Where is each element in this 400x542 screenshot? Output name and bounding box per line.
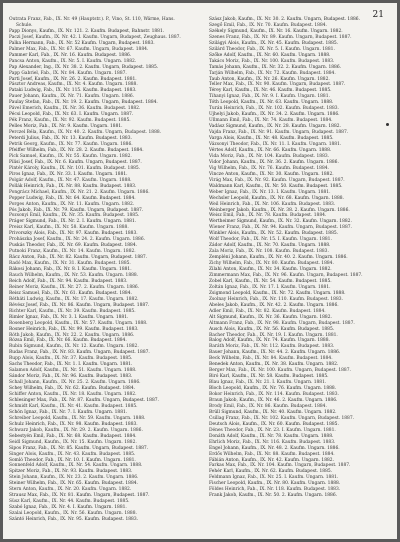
directory-entry: Térey Karl, Kaufm., IX. Nr. 46. Kaufm. Budapest. 1885. xyxy=(209,88,332,94)
directory-entry: Pick Samuel, Kaufm., IX. Nr. 55. Kaufm. Ungarn. 1882. xyxy=(9,153,132,159)
directory-entry: Sipos Franz, Fab., IX. Nr. 85. Kaufm. Ungarn, Budapest. 1887. xyxy=(9,445,149,451)
directory-entry: Teller Max, Fab., IX. Nr. 90. Kaufm. Ungarn, Budapest. 1887. xyxy=(209,82,346,88)
directory-entry: Sachs Theodor, Fab., IX. Nr. 1. I. Kaufm. Ungarn. 1881. xyxy=(9,362,133,368)
directory-entry: Pintér Károly, Kaufm., IX. Nr. 101. Kaufm. Budapest. 1885. xyxy=(9,165,141,171)
directory-entry: Schwarz Jakob, Kaufm., IX. Nr. 29. 2. Kaufm. Ungarn. 1886. xyxy=(9,427,143,433)
directory-entry: Frank Jakob, Kaufm., IX. Nr. 50. 2. Kaufm. Ungarn. 1886. xyxy=(209,493,338,499)
directory-entry: Vig Wilhelm, Fab., IX. Nr. 76. Kaufm. Budapest. 1884. xyxy=(209,165,329,171)
directory-entry: Palmer Max, Fab., IX. Nr. 67. Kaufm. Ungarn, Budapest. 1884. xyxy=(9,46,149,52)
directory-entry: Tóth Leopold, Kaufm., IX. Nr. 63. Kaufm. Ungarn. 1888. xyxy=(209,100,334,106)
directory-entry: Porges Anton, Kaufm., IX. Nr. 11. Kaufm. Ungarn. 1882. xyxy=(9,201,135,207)
directory-entry: Biró Karl, Kaufm., IX. Nr. 58. Kaufm. Budapest. 1885. xyxy=(209,374,329,380)
directory-entry: Schmidt Karl, Kaufm., IX. Nr. 41. Kaufm. Budapest. 1885. xyxy=(9,403,138,409)
directory-entry: Erdős Wilhelm, Fab., IX. Nr. 88. Kaufm. Budapest. 1884. xyxy=(209,451,335,457)
directory-entry: Richter Karl, Kaufm., IX. Nr. 39. Kaufm. Budapest. 1885. xyxy=(9,308,136,314)
directory-entry: Bokor Heinrich, Fab., IX. Nr. 114. Kaufm. Budapest. 1883. xyxy=(209,392,339,398)
directory-entry: Ujhelyi Jakob, Kaufm., IX. Nr. 34. 2. Kaufm. Ungarn. 1886. xyxy=(209,112,340,118)
directory-entry: Weinberger Jakob, Kaufm., IX. Nr. 38. 2. Kaufm. Ungarn. 1886. xyxy=(209,207,350,213)
directory-entry: Schreiber Leopold, Kaufm., IX. Nr. 59. Kaufm. Ungarn. 1888. xyxy=(9,415,146,421)
directory-entry: Piros Ignaz, Fab., IX. Nr. 33. I. Kaufm. Ungarn. 1881. xyxy=(9,171,128,177)
directory-entry: Ehrlich Moriz, Fab., IX. Nr. 116. Kaufm. Budapest. 1883. xyxy=(209,439,336,445)
directory-entry: Preisz Karl, Kaufm., IX. Nr. 58. Kaufm. Ungarn. 1888. xyxy=(9,225,129,231)
directory-entry: Székely Sigmund, Kaufm., IX. Nr. 16. Kaufm. Ungarn. 1882. xyxy=(209,28,343,34)
directory-entry: Seidl Sigmund, Kaufm., IX. Nr. 15. Kaufm. Ungarn. 1882. xyxy=(9,439,137,445)
directory-entry: Vázsonyi Theodor, Fab., IX. Nr. 11. I. Kaufm. Ungarn. 1881. xyxy=(209,142,342,148)
directory-entry: Práger Sigmund, Fab., IX. Nr. 2. I. Kaufm. Ungarn. 1881. xyxy=(9,219,137,225)
directory-entry: Pásztor Andreas, Kaufm., IX. Nr. 4. Kaufm. Ungarn. 1888. xyxy=(9,82,138,88)
directory-entry: Adler Emil, Fab., IX. Nr. 82. Kaufm. Budapest. 1884. xyxy=(209,308,326,314)
directory-entry: Pataki Ludwig, Fab., IX. Nr. 115. Kaufm. Budapest. 1883. xyxy=(9,88,137,94)
directory-entry: Wolf Theodor, Fab., IX. Nr. 15. I. Kaufm. Ungarn. 1881. xyxy=(209,237,332,243)
directory-entry: Salamon Adolf, Kaufm., IX. Nr. 51. Kaufm. Ungarn. 1888. xyxy=(9,368,137,374)
directory-entry: Rudas Franz, Fab., IX. Nr. 83. Kaufm. Ungarn, Budapest. 1887. xyxy=(9,350,150,356)
directory-entry: Süsz Karl, Kaufm., IX. Nr. 44. Kaufm. Budapest. 1885. xyxy=(9,499,130,505)
directory-entry: Wechsler Leopold, Kaufm., IX. Nr. 68. Kaufm. Ungarn. 1888. xyxy=(209,195,344,201)
directory-entry: Sebestyén Emil, Fab., IX. Nr. 68. Kaufm. Budapest. 1884. xyxy=(9,433,137,439)
directory-entry: Szász Jakob, Kaufm., IX. Nr. 30. 2. Kaufm. Ungarn, Budapest. 1886. xyxy=(209,17,360,22)
directory-entry: Schön Ignaz, Fab., IX. Nr. 7. I. Kaufm. Ungarn. 1881. xyxy=(9,409,128,415)
directory-entry: Rákosi Johann, Fab., IX. Nr. 8. I. Kaufm. Ungarn. 1881. xyxy=(9,267,132,273)
directory-entry: Rácz Anton, Fab., IX. Nr. 82. Kaufm. Ungarn, Budapest. 1887. xyxy=(9,255,148,261)
directory-entry: Zichy Wilhelm, Fab., IX. Nr. 80. Kaufm. Budapest. 1884. xyxy=(209,261,334,267)
directory-entry: Pék Franz, Kaufm., IX. Nr. 92. Kaufm. Budapest. 1885. xyxy=(9,118,131,124)
directory-entry: Balog Adolf, Kaufm., IX. Nr. 74. Kaufm. Ungarn. 1888. xyxy=(209,338,330,344)
directory-entry: Blau Ignaz, Fab., IX. Nr. 21. I. Kaufm. Ungarn. 1881. xyxy=(209,380,327,386)
directory-entry: Pauer Johann, Kaufm., IX. Nr. 71. Kaufm. Ungarn. 1886. xyxy=(9,94,135,100)
directory-entry: Schey Wilhelm, Fab., IX. Nr. 62. Kaufm. Budapest. 1884. xyxy=(9,386,136,392)
directory-entry: Stein Johann, Kaufm., IX. Nr. 23. 2. Kaufm. Ungarn. 1886. xyxy=(9,475,139,481)
directory-entry: Wiener Franz, Fab., IX. Nr. 94. Kaufm. Ungarn, Budapest. 1887. xyxy=(209,225,352,231)
directory-entry: Pelles Moriz, Fab., IX. Nr. 9. Kaufm. Ungarn. 1881. xyxy=(9,124,123,130)
directory-entry: Farkas Max, Fab., IX. Nr. 104. Kaufm. Ungarn, Budapest. 1887. xyxy=(209,463,351,469)
directory-entry: Pollák Heinrich, Fab., IX. Nr. 88. Kaufm. Budapest. 1883. xyxy=(9,183,137,189)
directory-entry: Weisz Emil, Fab., IX. Nr. 78. Kaufm. Budapest. 1884. xyxy=(209,213,327,219)
directory-entry: Pós Jakob, Fab., IX. Nr. 79. Kaufm. Ungarn, Budapest. 1887. xyxy=(9,207,144,213)
directory-entry: Abeles Jakob, Kaufm., IX. Nr. 42. 2. Kaufm. Ungarn. 1886. xyxy=(209,302,339,308)
directory-entry: Engel Johann, Kaufm., IX. Nr. 48. 2. Kaufm. Ungarn. 1886. xyxy=(209,445,340,451)
directory-entry: Rosner Heinrich, Fab., IX. Nr. 99. Kaufm. Budapest. 1883. xyxy=(9,326,139,332)
directory-entry: Sándor Moriz, Fab., IX. Nr. 96. Kaufm. Budapest. 1883. xyxy=(9,374,133,380)
directory-entry: Vajda Franz, Fab., IX. Nr. 91. Kaufm. Ungarn, Budapest. 1887. xyxy=(209,130,349,136)
directory-entry: Fábián Anton, Kaufm., IX. Nr. 42. Kaufm. Ungarn. 1882. xyxy=(209,457,334,463)
directory-entry: Schall Johann, Kaufm., IX. Nr. 25. 2. Kaufm. Ungarn. 1886. xyxy=(9,380,141,386)
directory-entry: Zsolnay Heinrich, Fab., IX. Nr. 110. Kaufm. Budapest. 1883. xyxy=(209,296,343,302)
directory-entry: Rubin Sigmund, Kaufm., IX. Nr. 12. Kaufm. Ungarn. 1882. xyxy=(9,344,139,350)
directory-entry: Tihanyi Ignaz, Fab., IX. Nr. 9. I. Kaufm. Ungarn. 1881. xyxy=(209,94,330,100)
directory-entry: Feldmann Ignaz, Fab., IX. Nr. 25. I. Kaufm. Ungarn. 1881. xyxy=(209,475,339,481)
directory-entry: Vértes Adolf, Kaufm., IX. Nr. 66. Kaufm. Ungarn. 1888. xyxy=(209,147,332,153)
directory-entry: Csillag Franz, Fab., IX. Nr. 102. Kaufm. Ungarn, Budapest. 1887. xyxy=(209,415,355,421)
directory-entry: Révész Josef, Fab., IX. Nr. 86. Kaufm. Ungarn, Budapest. 1887. xyxy=(9,302,150,308)
directory-entry: Szabó Ignaz, Fab., IX. Nr. 4. I. Kaufm. Ungarn. 1881. xyxy=(9,505,127,511)
directory-entry: Zala Moriz, Fab., IX. Nr. 108. Kaufm. Budapest. 1883. xyxy=(209,249,329,255)
directory-entry: Prohászka Josef, Kaufm., IX. Nr. 24. 2. Kaufm. Ungarn. 1886. xyxy=(9,237,146,243)
directory-entry: Pilisi Josef, Fab., IX. Nr. 6. Kaufm. Ungarn, Budapest. 1887. xyxy=(9,159,142,165)
directory-entry: Zempléni Johann, Kaufm., IX. Nr. 40. 2. Kaufm. Ungarn. 1886. xyxy=(209,255,348,261)
directory-entry: Rosenberg Leopold, Kaufm., IX. Nr. 57. Kaufm. Ungarn. 1888. xyxy=(9,320,148,326)
directory-entry: Tamás Johann, Kaufm., IX. Nr. 32. 2. Kaufm. Ungarn. 1886. xyxy=(209,64,342,70)
directory-entry: Dénes Theodor, Fab., IX. Nr. 23. I. Kaufm. Ungarn. 1881. xyxy=(209,427,336,433)
directory-entry: Beck Wilhelm, Fab., IX. Nr. 84. Kaufm. Budapest. 1884. xyxy=(209,356,333,362)
directory-entry: Peterdi Julius, Fab., IX. Nr. 13. Kaufm. Budapest. 1883. xyxy=(9,136,132,142)
directory-entry: Schulz Heinrich, Fab., IX. Nr. 98. Kaufm. Budapest. 1883. xyxy=(9,421,138,427)
directory-entry: Palka Hermann, Fab., IX. Nr. 52 Kaufm. Ungarn, Budapest. 1883. xyxy=(9,40,155,46)
directory-entry: Vadász Sigmund, Kaufm., IX. Nr. 28. Kaufm. Ungarn. 1882. xyxy=(209,124,341,130)
directory-entry: Radó Max, Kaufm., IX. Nr. 31. Kaufm. Budapest. 1885. xyxy=(9,261,131,267)
directory-entry: Pozsonyi Emil, Kaufm., IX. Nr. 35. Kaufm. Budapest. 1885. xyxy=(9,213,140,219)
document-page xyxy=(3,3,397,539)
directory-entry: Reiner Moriz, Kaufm., IX. Nr. 27. 2. Kaufm. Ungarn. 1886. xyxy=(9,284,140,290)
directory-entry: Turán Heinrich, Fab., IX. Nr. 102. Kaufm. Budapest. 1883. xyxy=(209,106,339,112)
directory-entry: Rauch Wilhelm, Kaufm., IX. Nr. 53. Kaufm. Ungarn. 1888. xyxy=(9,272,139,278)
directory-entry: Strausz Max, Fab., IX. Nr. 81. Kaufm. Ungarn, Budapest. 1887. xyxy=(9,493,150,499)
directory-entry: Paczi Josef, Kaufm., IX. Nr. 42. I. Kaufm. Ungarn, Budapest, Zeughaus. 1887. xyxy=(9,34,181,40)
directory-entry: Pécsi Leopold, Fab., IX. Nr. 63. I. Kaufm. Ungarn. 1887. xyxy=(9,112,134,118)
directory-entry: Szőke Adolf, Kaufm., IX. Nr. 60. Kaufm. Ungarn. 1888. xyxy=(209,52,331,58)
directory-entry: Bauer Johann, Kaufm., IX. Nr. 44. 2. Kaufm. Ungarn. 1886. xyxy=(209,350,341,356)
directory-entry: Putnoki Franz, Kaufm., IX. Nr. 14. Kaufm. Ungarn. 1882. xyxy=(9,249,136,255)
directory-entry: Steiner Wilhelm, Fab., IX. Nr. 65. Kaufm. Budapest. 1884. xyxy=(9,481,138,487)
directory-entry: Spitzer Moriz, Fab., IX. Nr. 93. Kaufm. Budapest. 1883. xyxy=(9,469,133,475)
directory-entry: Pável Emerich, Kaufm., IX. Nr. 36. Kaufm. Budapest. 1882. xyxy=(9,106,141,112)
directory-entry: Fischer Leopold, Kaufm., IX. Nr. 80. Kaufm. Ungarn. 1888. xyxy=(209,481,341,487)
directory-entry: Ausch Alois, Kaufm., IX. Nr. 56. Kaufm. Budapest. 1885. xyxy=(209,326,335,332)
directory-entry: Szilágyi Alois, Kaufm., IX. Nr. 45. Kaufm. Budapest. 1885. xyxy=(209,40,339,46)
directory-entry: Bloch Leopold, Kaufm., IX. Nr. 76. Kaufm. Ungarn. 1888. xyxy=(209,386,337,392)
directory-entry: Polgár Adolf, Kaufm., IX. Nr. 47. Kaufm. Ungarn. 1888. xyxy=(9,177,132,183)
directory-entry: Popper Ludwig, Fab., IX. Nr. 64. Kaufm. Budapest. 1884. xyxy=(9,195,136,201)
directory-entry: Taub Anton, Kaufm., IX. Nr. 26. Kaufm. Ungarn. 1882. xyxy=(209,76,330,82)
directory-entry: Sonnenfeld Adolf, Kaufm., IX. Nr. 54. Kaufm. Ungarn. 1888. xyxy=(9,463,143,469)
directory-entry: Vincze Anton, Kaufm., IX. Nr. 30. Kaufm. Ungarn. 1882. xyxy=(209,171,334,177)
directory-entry: Braun Jakob, Kaufm., IX. Nr. 46. 2. Kaufm. Ungarn. 1886. xyxy=(209,398,338,403)
directory-entry: Benedek Anton, Kaufm., IX. Nr. 38. Kaufm. Ungarn. 1882. xyxy=(209,362,339,368)
directory-entry: Fehér Karl, Kaufm., IX. Nr. 62. Kaufm. Budapest. 1885. xyxy=(209,469,333,475)
directory-entry: Pammer Karl, Fab., IX. Nr. 16. Kaufm. Budapest. 1886. xyxy=(9,52,132,58)
directory-entry: Weber Ignaz, Fab., IX. Nr. 13. I. Kaufm. Ungarn. 1881. xyxy=(209,189,331,195)
directory-entry: Szalai Leopold, Kaufm., IX. Nr. 56. Kaufm. Ungarn. 1888. xyxy=(9,511,137,517)
directory-entry: Wertheimer Sigmund, Kaufm., IX. Nr. 32. Kaufm. Ungarn. 1882. xyxy=(209,219,352,225)
directory-entry: Baráth Moriz, Fab., IX. Nr. 112. Kaufm. Budapest. 1883. xyxy=(209,344,335,350)
right-column xyxy=(209,17,389,499)
directory-entry: Takács Moriz, Fab., IX. Nr. 100. Kaufm. Budapest. 1883. xyxy=(209,58,335,64)
directory-entry: Deutsch Alois, Kaufm., IX. Nr. 60. Kaufm. Budapest. 1885. xyxy=(209,421,339,427)
directory-entry: Zobel Karl, Kaufm., IX. Nr. 54. Kaufm. Budapest. 1885. xyxy=(209,278,332,284)
directory-entry: Somló Theodor, Fab., IX. Nr. 10. I. Kaufm. Ungarn. 1881. xyxy=(9,457,136,463)
directory-entry: Reich Adolf, Fab., IX. Nr. 94. Kaufm. Budapest. 1883. xyxy=(9,278,128,284)
directory-entry: Szilárd Theodor, Fab., IX. Nr. 5. I. Kaufm. Ungarn. 1881. xyxy=(209,46,335,52)
directory-entry: Ullmann Emil, Fab., IX. Nr. 74. Kaufm. Budapest. 1884. xyxy=(209,118,333,124)
directory-entry: Zsigmond Leopold, Kaufm., IX. Nr. 72. Kaufm. Ungarn. 1888. xyxy=(209,290,346,296)
directory-entry: Paulay Stefan, Fab., IX. Nr. 19. 2. Kaufm. Ungarn, Budapest. 1884. xyxy=(9,100,158,106)
directory-entry: Zimmermann Max, Fab., IX. Nr. 96. Kaufm. Ungarn, Budapest. 1887. xyxy=(209,272,363,278)
directory-entry: Winkler Alois, Kaufm., IX. Nr. 52. Kaufm. Budapest. 1885. xyxy=(209,231,339,237)
directory-entry: Berger Max, Fab., IX. Nr. 100. Kaufm. Ungarn, Budapest. 1887. xyxy=(209,368,351,374)
directory-entry: Rupp Alois, Kaufm., IX. Nr. 37. Kaufm. Budapest. 1885. xyxy=(9,356,133,362)
page-number: 21 xyxy=(372,10,384,20)
directory-entry: Bacher Theodor, Fab., IX. Nr. 19. I. Kaufm. Ungarn. 1881. xyxy=(209,332,338,338)
directory-entry: Privorszky Alois, Fab., IX. Nr. 97. Kaufm. Budapest. 1883. xyxy=(9,231,138,237)
directory-entry: Pap Alexander, Ing., IX. Nr. 38. 2. Kaufm. Ungarn, Budapest. 1885. xyxy=(9,64,159,70)
directory-entry: Zoltán Ignaz, Fab., IX. Nr. 17. I. Kaufm. Ungarn. 1881. xyxy=(209,284,331,290)
directory-entry: Papp Dionys, Kaufm., IX. Nr. 121. 2. Kaufm. Budapest, Bahnstr. 1881. xyxy=(9,28,165,34)
directory-entry: Róth Jakob, Kaufm., IX. Nr. 22. 2. Kaufm. Ungarn. 1886. xyxy=(9,332,135,338)
directory-entry: Varga Alois, Kaufm., IX. Nr. 48. Kaufm. Budapest. 1885. xyxy=(209,136,334,142)
directory-entry: Petrik Georg, Kaufm., IX. Nr. 77. Kaufm. Ungarn. 1886. xyxy=(9,142,133,148)
directory-entry: Alt Sigmund, Kaufm., IX. Nr. 36. Kaufm. Ungarn. 1882. xyxy=(209,314,332,320)
directory-entry: Vida Moriz, Fab., IX. Nr. 104. Kaufm. Budapest. 1883. xyxy=(209,153,330,159)
directory-entry: Pongrácz Michael, Kaufm., IX. Nr. 21. 2. Kaufm. Ungarn. 1886. xyxy=(9,189,150,195)
directory-entry: Waldmann Karl, Kaufm., IX. Nr. 50. Kaufm. Budapest. 1885. xyxy=(209,183,343,189)
directory-entry: Zádor Adolf, Kaufm., IX. Nr. 70. Kaufm. Ungarn. 1888. xyxy=(209,243,331,249)
directory-entry: Vidor Johann, Kaufm., IX. Nr. 36. 2. Kaufm. Ungarn. 1886. xyxy=(209,159,339,165)
directory-entry: Virág Max, Fab., IX. Nr. 92. Kaufm. Ungarn, Budapest. 1887. xyxy=(209,177,345,183)
directory-entry: Brüll Sigmund, Kaufm., IX. Nr. 40. Kaufm. Ungarn. 1882. xyxy=(209,409,337,415)
directory-entry: Schlesinger Max, Fab., IX. Nr. 87. Kaufm. Ungarn, Budapest. 1887. xyxy=(9,398,159,403)
directory-entry: Szántó Heinrich, Fab., IX. Nr. 95. Kaufm. Budapest. 1883. xyxy=(9,517,139,523)
directory-entry: Rózsa Emil, Fab., IX. Nr. 66. Kaufm. Budapest. 1884. xyxy=(9,338,127,344)
directory-entry: Perczel Béla, Kaufm., IX. Nr. 40. 2. Kaufm. Ungarn, Budapest. 1888. xyxy=(9,130,162,136)
directory-entry: Altmann Franz, Fab., IX. Nr. 98. Kaufm. Ungarn, Budapest. 1887. xyxy=(209,320,355,326)
directory-entry: Donáth Adolf, Kaufm., IX. Nr. 78. Kaufm. Ungarn. 1888. xyxy=(209,433,334,439)
directory-entry: Parti Josef, Kaufm., IX. Nr. 26. 2. Kaufm. Budapest. 1881. xyxy=(9,76,137,82)
directory-entry: Outrata Franz, Fab., IX. Nr. 49 (Hauptstr.). P., Vino, St. 110, Wärme, Hans. Schule. xyxy=(9,17,175,28)
directory-entry: Schiffer Anton, Kaufm., IX. Nr. 18. Kaufm. Ungarn. 1882. xyxy=(9,392,137,398)
directory-entry: Brody Emil, Fab., IX. Nr. 86. Kaufm. Budapest. 1884. xyxy=(209,403,327,409)
directory-entry: Földes Heinrich, Fab., IX. Nr. 118. Kaufm. Budapest. 1883. xyxy=(209,487,341,493)
directory-entry: Reisz Samuel, Fab., IX. Nr. 61. Kaufm. Budapest. 1884. xyxy=(9,290,132,296)
directory-entry: Zilahi Anton, Kaufm., IX. Nr. 34. Kaufm. Ungarn. 1882. xyxy=(209,267,332,273)
directory-entry: Pfeiffer Wilhelm, Fab., IX. Nr. 28. 2. Kaufm. Budapest. 1884. xyxy=(9,147,144,153)
directory-entry: Puskás Theodor, Fab., IX. Nr. 69. Kaufm. Budapest. 1884. xyxy=(9,243,138,249)
directory-entry: Weil Heinrich, Fab., IX. Nr. 106. Kaufm. Budapest. 1883. xyxy=(209,201,336,207)
directory-entry: Singer Alois, Kaufm., IX. Nr. 43. Kaufm. Budapest. 1885. xyxy=(9,451,136,457)
directory-entry: Stern Anton, Kaufm., IX. Nr. 20. Kaufm. Ungarn. 1882. xyxy=(9,487,132,493)
directory-entry: Szenes Franz, Fab., IX. Nr. 89. Kaufm. Ungarn, Budapest. 1887. xyxy=(209,34,352,40)
scan-speck xyxy=(386,123,389,126)
left-column xyxy=(9,17,189,523)
directory-entry: Rétháti Ludwig, Kaufm., IX. Nr. 17. Kaufm. Ungarn. 1882. xyxy=(9,296,139,302)
directory-entry: Papp Gabriel, Fab., IX. Nr. 84. Kaufm. Ungarn. 1887. xyxy=(9,70,127,76)
directory-entry: Tarján Wilhelm, Fab., IX. Nr. 72. Kaufm. Budapest. 1884. xyxy=(209,70,336,76)
directory-entry: Rimler Ignaz, Fab., IX. Nr. 3. I. Kaufm. Ungarn. 1881. xyxy=(9,314,129,320)
directory-entry: Szegő Emil, Fab., IX. Nr. 70. Kaufm. Budapest. 1884. xyxy=(209,22,327,28)
directory-entry: Pancsa Anton, Kaufm., IX. Nr. 5. I. Kaufm. Ungarn. 1882. xyxy=(9,58,137,64)
